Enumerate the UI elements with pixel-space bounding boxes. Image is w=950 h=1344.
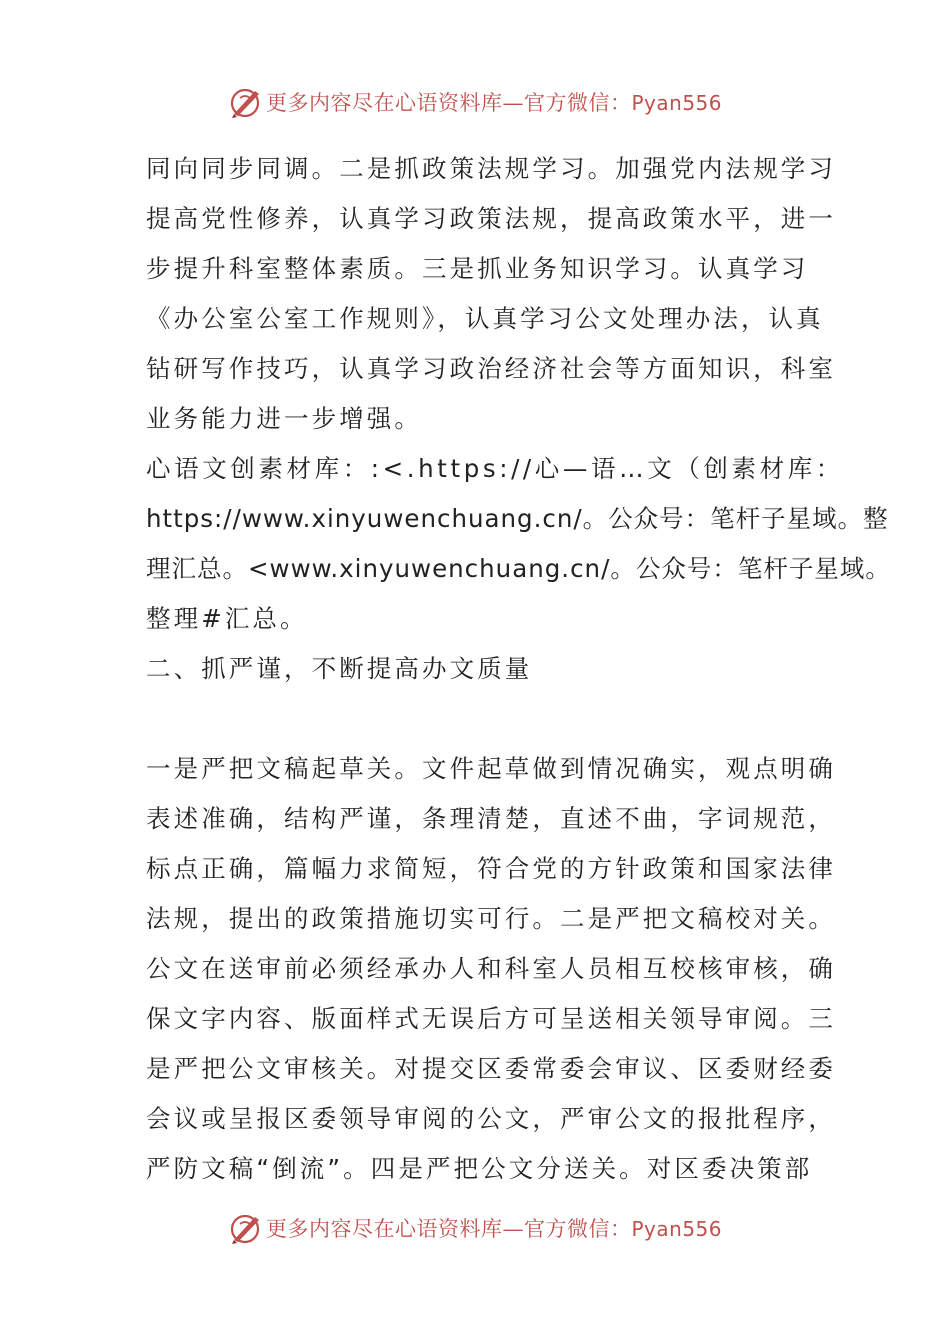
text-line: 提高党性修养，认真学习政策法规，提高政策水平，进一 — [146, 204, 836, 233]
watermark-text: 更多内容尽在心语资料库 — [265, 1217, 503, 1241]
text-line: 保文字内容、版面样式无误后方可呈送相关领导审阅。三 — [146, 1004, 836, 1033]
text-line: 一是严把文稿起草关。文件起草做到情况确实，观点明确 — [146, 754, 836, 783]
watermark-official: 官方微信： — [523, 91, 632, 115]
text-line: 同向同步同调。二是抓政策法规学习。加强党内法规学习 — [146, 154, 836, 183]
text-line: 法规，提出的政策措施切实可行。二是严把文稿校对关。 — [146, 904, 836, 933]
section-heading: 二、抓严谨，不断提高办文质量 — [146, 654, 533, 683]
document-body — [146, 144, 891, 1194]
text-line: 心语文创素材库：:<.https://心—语…文（创素材库： — [146, 454, 844, 483]
watermark-text: 更多内容尽在心语资料库 — [265, 91, 503, 115]
text-line: 是严把公文审核关。对提交区委常委会审议、区委财经委 — [146, 1054, 836, 1083]
text-line: 《办公室公室工作规则》，认真学习公文处理办法，认真 — [146, 304, 824, 333]
text-line: 理汇总。<www.xinyuwenchuang.cn/。公众号：笔杆子星域。 — [146, 554, 891, 583]
text-line: 标点正确，篇幅力求简短，符合党的方针政策和国家法律 — [146, 854, 836, 883]
text-line: 钻研写作技巧，认真学习政治经济社会等方面知识，科室 — [146, 354, 836, 383]
header-watermark — [0, 80, 950, 124]
text-line: 整理#汇总。 — [146, 604, 308, 633]
text-line: 步提升科室整体素质。三是抓业务知识学习。认真学习 — [146, 254, 809, 283]
text-line: https://www.xinyuwenchuang.cn/。公众号：笔杆子星域。整 — [146, 504, 889, 533]
pen-logo-icon — [228, 1210, 264, 1246]
watermark-wechat-id: Pyan556 — [631, 91, 722, 115]
text-line: 严防文稿“倒流”。四是严把公文分送关。对区委决策部 — [146, 1154, 813, 1183]
watermark-dash: — — [502, 91, 524, 115]
footer-watermark — [0, 1206, 950, 1250]
text-line: 业务能力进一步增强。 — [146, 404, 422, 433]
watermark-official: 官方微信： — [523, 1217, 632, 1241]
text-line: 表述准确，结构严谨，条理清楚，直述不曲，字词规范， — [146, 804, 836, 833]
text-line: 会议或呈报区委领导审阅的公文，严审公文的报批程序， — [146, 1104, 836, 1133]
text-line: 公文在送审前必须经承办人和科室人员相互校核审核，确 — [146, 954, 836, 983]
watermark-dash: — — [502, 1217, 524, 1241]
pen-logo-icon — [228, 84, 264, 120]
watermark-wechat-id: Pyan556 — [631, 1217, 722, 1241]
